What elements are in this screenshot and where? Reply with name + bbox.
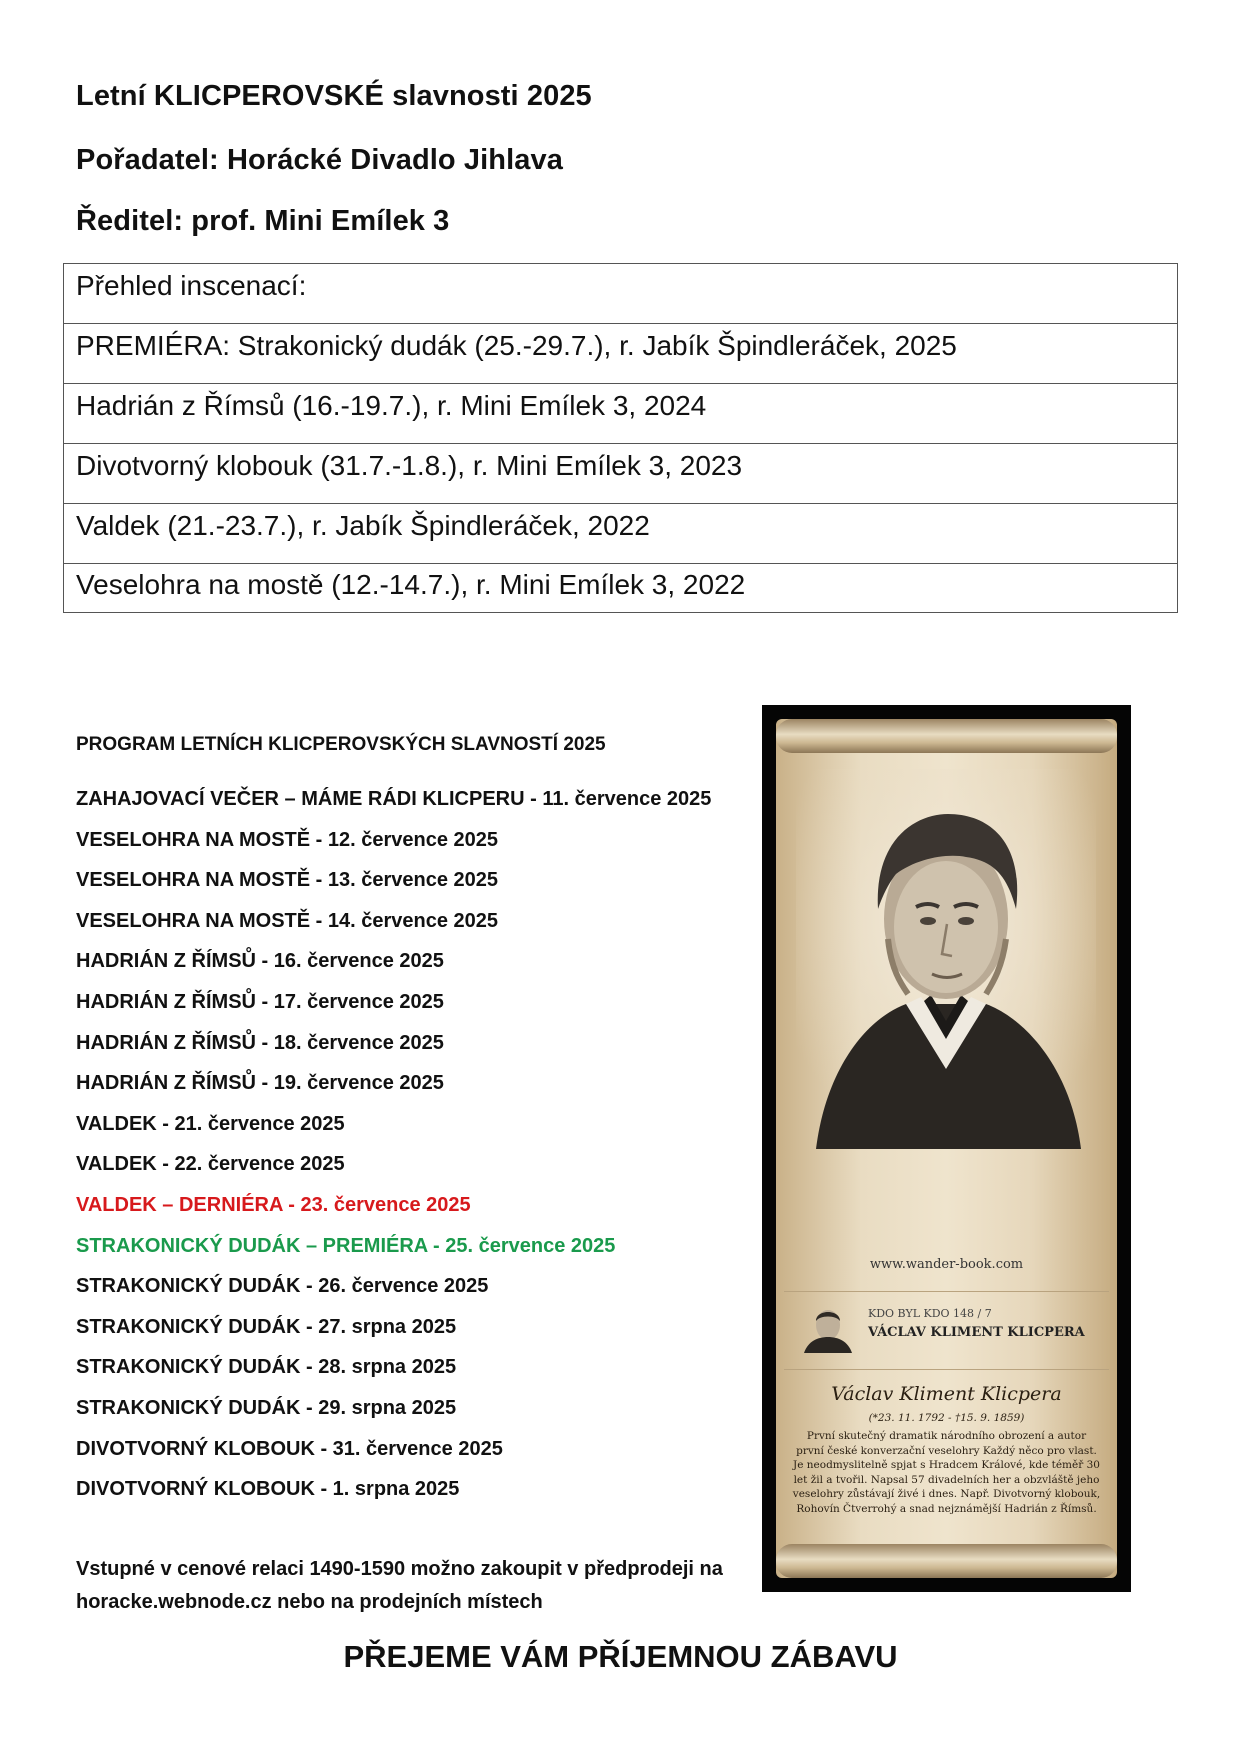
page-title: Letní KLICPEROVSKÉ slavnosti 2025 <box>76 80 592 112</box>
klicpera-portrait <box>796 769 1096 1149</box>
website-text: www.wander-book.com <box>869 1257 1024 1272</box>
table-row <box>64 384 1178 444</box>
scroll-roll-bottom <box>776 1544 1117 1578</box>
program-item: HADRIÁN Z ŘÍMSŮ - 16. července 2025 <box>76 950 444 973</box>
program-item: VESELOHRA NA MOSTĚ - 12. července 2025 <box>76 828 499 851</box>
director-line: Ředitel: prof. Mini Emílek 3 <box>76 205 450 237</box>
table-cell: Hadrián z Římsů (16.-19.7.), r. Mini Emílek 3, 2024 <box>64 384 1178 444</box>
program-item: VESELOHRA NA MOSTĚ - 14. července 2025 <box>76 909 499 932</box>
program-item-derniere: VALDEK – DERNIÉRA - 23. července 2025 <box>76 1193 471 1216</box>
mini-portrait-icon <box>798 1301 858 1353</box>
divider <box>784 1369 1109 1370</box>
ticket-info-line: Vstupné v cenové relaci 1490-1590 možno zakoupit v předprodeji na <box>76 1558 723 1580</box>
table-cell: Divotvorný klobouk (31.7.-1.8.), r. Mini Emílek 3, 2023 <box>64 444 1178 504</box>
program-item: VALDEK - 22. července 2025 <box>76 1153 345 1176</box>
program-item: DIVOTVORNÝ KLOBOUK - 31. července 2025 <box>76 1437 503 1460</box>
productions-table <box>63 263 1178 613</box>
program-item: HADRIÁN Z ŘÍMSŮ - 17. července 2025 <box>76 990 444 1013</box>
ticket-info <box>76 1553 736 1619</box>
program-item-premiere: STRAKONICKÝ DUDÁK – PREMIÉRA - 25. července 2025 <box>76 1234 616 1257</box>
table-row <box>64 504 1178 564</box>
program-item: VALDEK - 21. července 2025 <box>76 1112 345 1135</box>
scroll-roll-top <box>776 719 1117 753</box>
organizer-line: Pořadatel: Horácké Divadlo Jihlava <box>76 144 563 176</box>
program-list <box>76 787 711 1518</box>
table-cell: Veselohra na mostě (12.-14.7.), r. Mini Emílek 3, 2022 <box>64 564 1178 613</box>
program-item: DIVOTVORNÝ KLOBOUK - 1. srpna 2025 <box>76 1478 460 1501</box>
bio-dates: (*23. 11. 1792 - †15. 9. 1859) <box>868 1412 1025 1424</box>
parchment-scroll <box>776 719 1117 1578</box>
program-item: STRAKONICKÝ DUDÁK - 26. července 2025 <box>76 1275 489 1298</box>
program-item: STRAKONICKÝ DUDÁK - 28. srpna 2025 <box>76 1356 457 1379</box>
bio-name: Václav Kliment Klicpera <box>831 1383 1062 1405</box>
table-cell: Přehled inscenací: <box>64 264 1178 324</box>
program-item: HADRIÁN Z ŘÍMSŮ - 18. července 2025 <box>76 1031 444 1054</box>
table-row <box>64 444 1178 504</box>
table-row <box>64 264 1178 324</box>
program-item: STRAKONICKÝ DUDÁK - 27. srpna 2025 <box>76 1315 457 1338</box>
program-item: STRAKONICKÝ DUDÁK - 29. srpna 2025 <box>76 1396 457 1419</box>
program-heading: PROGRAM LETNÍCH KLICPEROVSKÝCH SLAVNOSTÍ 2025 <box>76 734 606 755</box>
ticket-info-line: horacke.webnode.cz nebo na prodejních místech <box>76 1591 543 1613</box>
program-item: HADRIÁN Z ŘÍMSŮ - 19. července 2025 <box>76 1072 444 1095</box>
klicpera-bookmark-image <box>762 705 1131 1592</box>
series-label: KDO BYL KDO 148 / 7 <box>868 1307 992 1320</box>
program-item: ZAHAJOVACÍ VEČER – MÁME RÁDI KLICPERU - 11. července 2025 <box>76 788 712 810</box>
name-caps: VÁCLAV KLIMENT KLICPERA <box>868 1325 1085 1340</box>
table-cell: PREMIÉRA: Strakonický dudák (25.-29.7.), r. Jabík Špindleráček, 2025 <box>64 324 1178 384</box>
table-row <box>64 564 1178 613</box>
divider <box>784 1291 1109 1292</box>
bio-text: První skutečný dramatik národního obrození a autor první české konverzační veselohry Každý něco pro vlast. Je neodmyslitelně spjat s Hradcem Králové, kde téměř 30 let žil a tvořil. Napsal 57 divadelních her a obzvláště jeho veselohry zůstávají živé i dnes. Např. Divotvorný klobouk, Rohovín Čtverrohý a snad nejznámější Hadrián z Římsů. <box>792 1430 1101 1515</box>
table-cell: Valdek (21.-23.7.), r. Jabík Špindleráček, 2022 <box>64 504 1178 564</box>
program-item: VESELOHRA NA MOSTĚ - 13. července 2025 <box>76 869 499 892</box>
table-row <box>64 324 1178 384</box>
closing-message: PŘEJEME VÁM PŘÍJEMNOU ZÁBAVU <box>343 1639 898 1674</box>
